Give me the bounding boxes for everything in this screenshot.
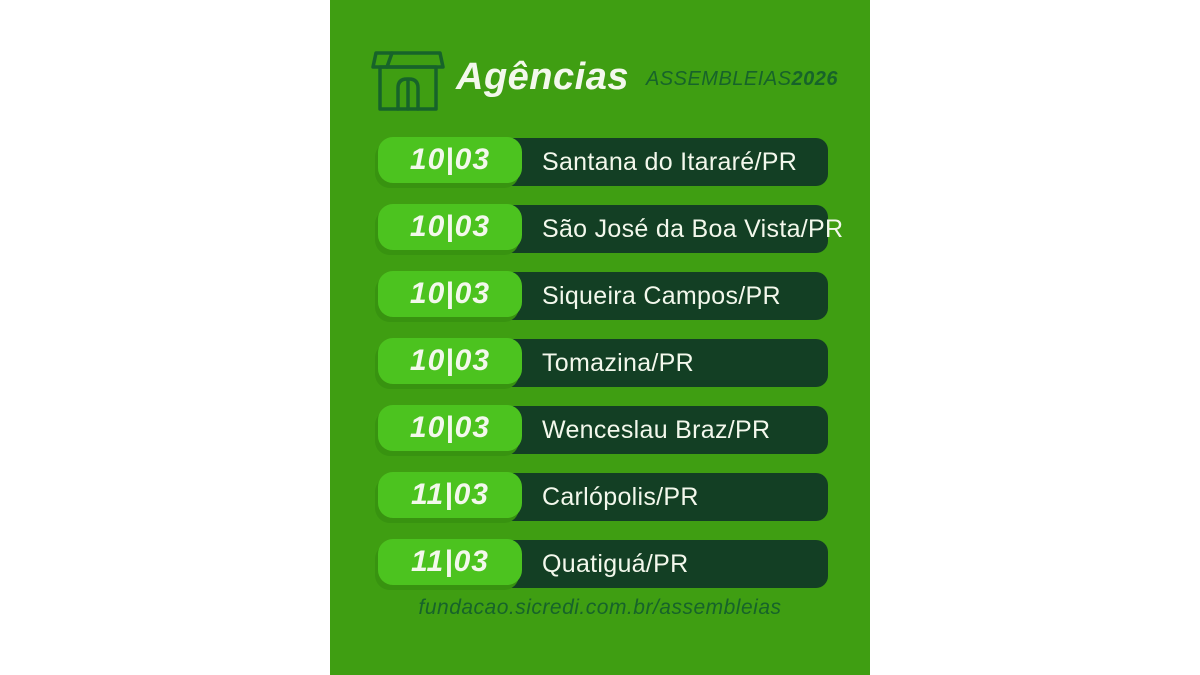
- header: [330, 46, 870, 116]
- date-pill: [378, 539, 522, 585]
- date-pill: [378, 137, 522, 183]
- date-label: 10|03: [409, 344, 491, 377]
- date-label: 10|03: [409, 277, 491, 310]
- schedule-row: [330, 137, 870, 186]
- date-label: 11|03: [411, 545, 489, 578]
- schedule-row: [330, 405, 870, 454]
- date-pill: [378, 472, 522, 518]
- city-bar: [500, 339, 828, 387]
- brand-regular: ASSEMBLEIAS: [645, 68, 792, 90]
- date-label: 11|03: [411, 478, 489, 511]
- city-bar: [500, 138, 828, 186]
- storefront-icon: [370, 50, 446, 112]
- schedule-list: [330, 137, 870, 606]
- footer-url: fundacao.sicredi.com.br/assembleias: [418, 596, 782, 619]
- date-pill: [378, 338, 522, 384]
- poster-panel: [330, 0, 870, 675]
- date-pill: [378, 271, 522, 317]
- schedule-row: [330, 539, 870, 588]
- schedule-row: [330, 204, 870, 253]
- city-label: Siqueira Campos/PR: [542, 281, 781, 310]
- city-label: Quatiguá/PR: [542, 549, 689, 578]
- city-bar: [500, 272, 828, 320]
- schedule-row: [330, 338, 870, 387]
- schedule-row: [330, 472, 870, 521]
- city-label: Carlópolis/PR: [542, 482, 699, 511]
- city-bar: [500, 473, 828, 521]
- schedule-row: [330, 271, 870, 320]
- page-title: Agências: [456, 56, 629, 98]
- city-bar: [500, 205, 844, 253]
- city-label: Santana do Itararé/PR: [542, 147, 798, 176]
- date-pill: [378, 405, 522, 451]
- brand-wordmark: [646, 68, 838, 91]
- city-bar: [500, 406, 828, 454]
- date-label: 10|03: [409, 411, 491, 444]
- date-label: 10|03: [409, 210, 491, 243]
- city-bar: [500, 540, 828, 588]
- date-label: 10|03: [409, 143, 491, 176]
- date-pill: [378, 204, 522, 250]
- city-label: Wenceslau Braz/PR: [542, 415, 771, 444]
- city-label: São José da Boa Vista/PR: [542, 214, 844, 243]
- city-label: Tomazina/PR: [542, 348, 694, 377]
- brand-year: 2026: [791, 68, 838, 90]
